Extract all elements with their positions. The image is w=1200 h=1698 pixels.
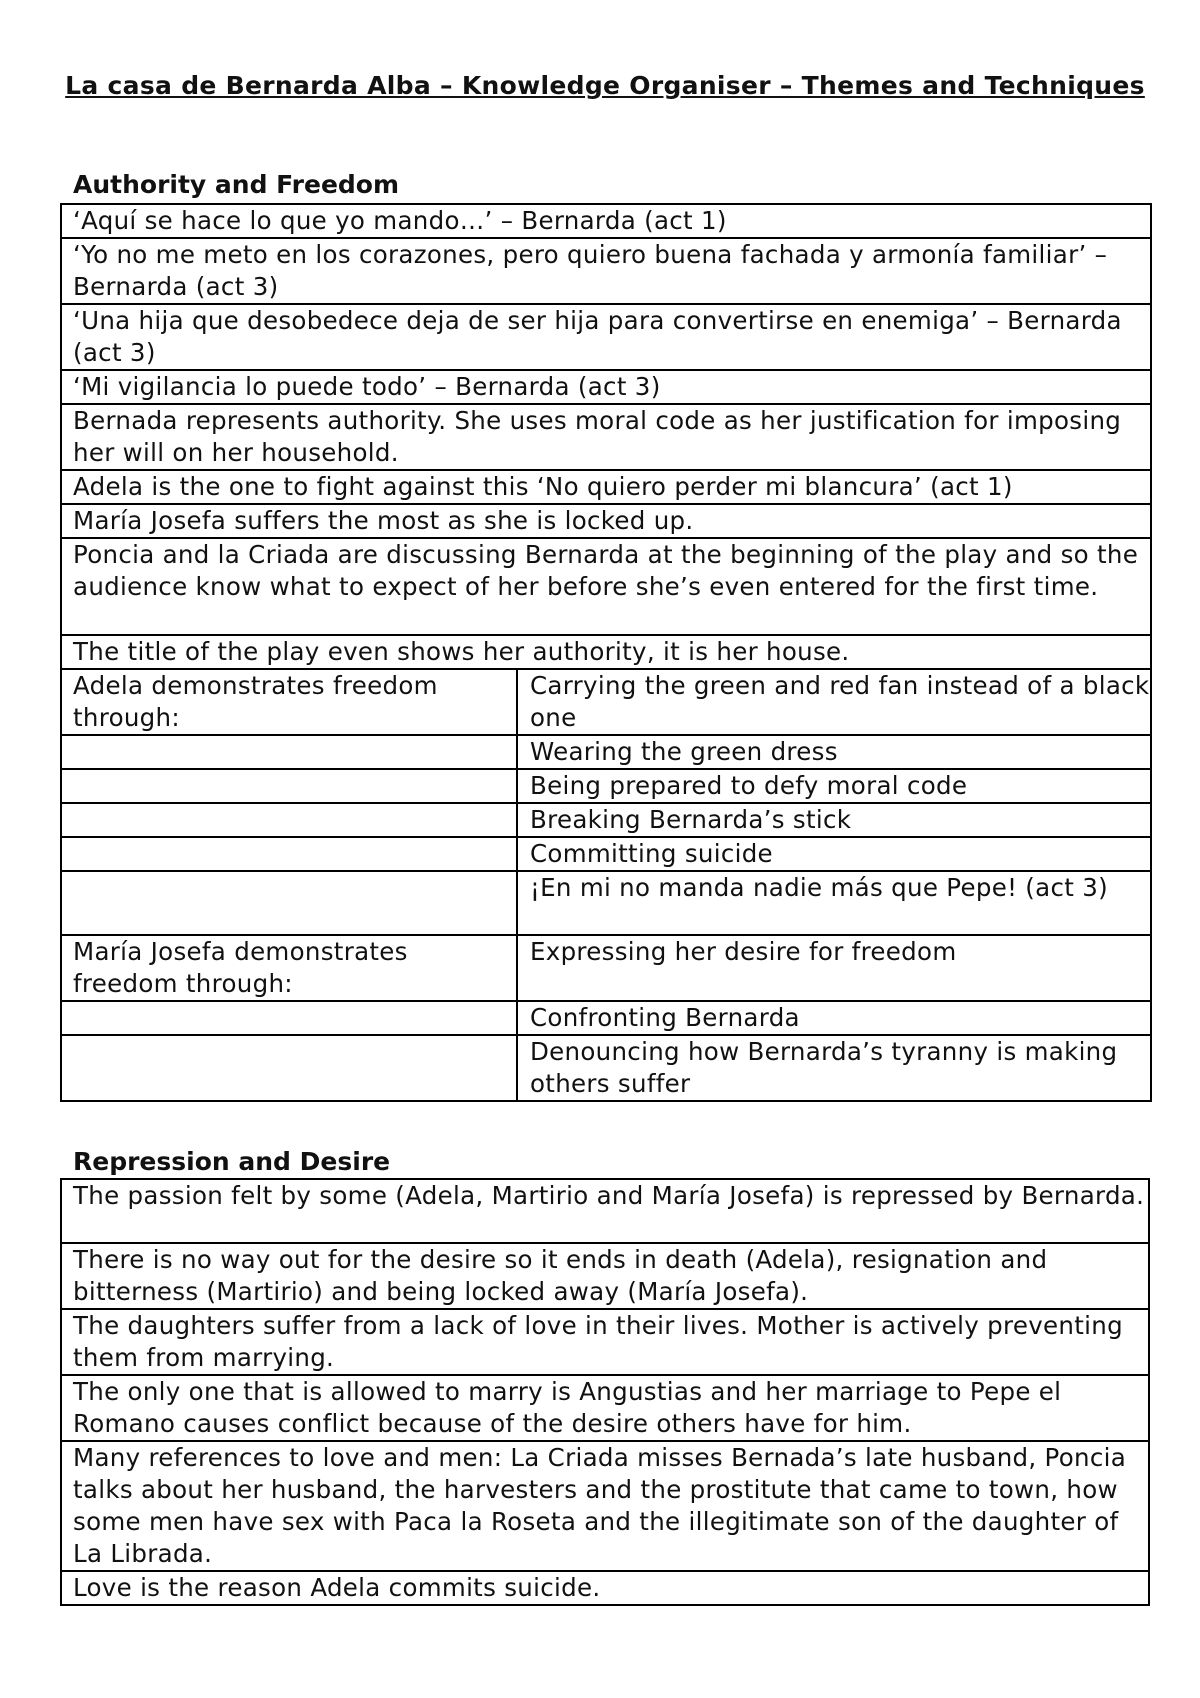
table-row: Adela is the one to fight against this ‘No quiero perder mi blancura’ (act 1) xyxy=(61,470,1151,504)
maria-josefa-freedom-item: Denouncing how Bernarda’s tyranny is making others suffer xyxy=(517,1035,1151,1101)
empty-cell xyxy=(61,1035,517,1101)
repression-desire-table xyxy=(60,1178,1150,1606)
table-row: Bernada represents authority. She uses moral code as her justification for imposing her will on her household. xyxy=(61,404,1151,470)
section-heading-authority: Authority and Freedom xyxy=(73,170,400,199)
table-row: The only one that is allowed to marry is Angustias and her marriage to Pepe el Romano causes conflict because of the desire others have for him. xyxy=(61,1375,1149,1441)
empty-cell xyxy=(61,871,517,935)
table-row: ‘Una hija que desobedece deja de ser hija para convertirse en enemiga’ – Bernarda (act 3) xyxy=(61,304,1151,370)
adela-freedom-item: Wearing the green dress xyxy=(517,735,1151,769)
table-row: The passion felt by some (Adela, Martirio and María Josefa) is repressed by Bernarda. xyxy=(61,1179,1149,1243)
page-title: La casa de Bernarda Alba – Knowledge Organiser – Themes and Techniques xyxy=(65,71,1145,100)
table-row: The daughters suffer from a lack of love in their lives. Mother is actively preventing them from marrying. xyxy=(61,1309,1149,1375)
table-row: There is no way out for the desire so it ends in death (Adela), resignation and bitterness (Martirio) and being locked away (María Josefa). xyxy=(61,1243,1149,1309)
empty-cell xyxy=(61,735,517,769)
empty-cell xyxy=(61,769,517,803)
section-heading-repression: Repression and Desire xyxy=(73,1147,391,1176)
adela-freedom-item: Breaking Bernarda’s stick xyxy=(517,803,1151,837)
table-row: ‘Yo no me meto en los corazones, pero quiero buena fachada y armonía familiar’ – Bernarda (act 3) xyxy=(61,238,1151,304)
adela-freedom-item: Committing suicide xyxy=(517,837,1151,871)
table-row: Love is the reason Adela commits suicide. xyxy=(61,1571,1149,1605)
maria-josefa-freedom-item: Confronting Bernarda xyxy=(517,1001,1151,1035)
table-row: ‘Mi vigilancia lo puede todo’ – Bernarda (act 3) xyxy=(61,370,1151,404)
table-row: ‘Aquí se hace lo que yo mando…’ – Bernarda (act 1) xyxy=(61,204,1151,238)
empty-cell xyxy=(61,837,517,871)
table-row: María Josefa suffers the most as she is locked up. xyxy=(61,504,1151,538)
maria-josefa-freedom-item: Expressing her desire for freedom xyxy=(517,935,1151,1001)
table-row: The title of the play even shows her authority, it is her house. xyxy=(61,635,1151,669)
adela-freedom-item: Carrying the green and red fan instead of a black one xyxy=(517,669,1151,735)
authority-freedom-table xyxy=(60,203,1152,1102)
adela-freedom-label: Adela demonstrates freedom through: xyxy=(61,669,517,735)
empty-cell xyxy=(61,803,517,837)
adela-freedom-item: Being prepared to defy moral code xyxy=(517,769,1151,803)
table-row: Many references to love and men: La Criada misses Bernada’s late husband, Poncia talks about her husband, the harvesters and the prostitute that came to town, how some men have sex with Paca la Roseta and the illegitimate son of the daughter of La Librada. xyxy=(61,1441,1149,1571)
table-row: Poncia and la Criada are discussing Bernarda at the beginning of the play and so the audience know what to expect of her before she’s even entered for the first time. xyxy=(61,538,1151,635)
empty-cell xyxy=(61,1001,517,1035)
maria-josefa-freedom-label: María Josefa demonstrates freedom through: xyxy=(61,935,517,1001)
adela-freedom-item: ¡En mi no manda nadie más que Pepe! (act 3) xyxy=(517,871,1151,935)
